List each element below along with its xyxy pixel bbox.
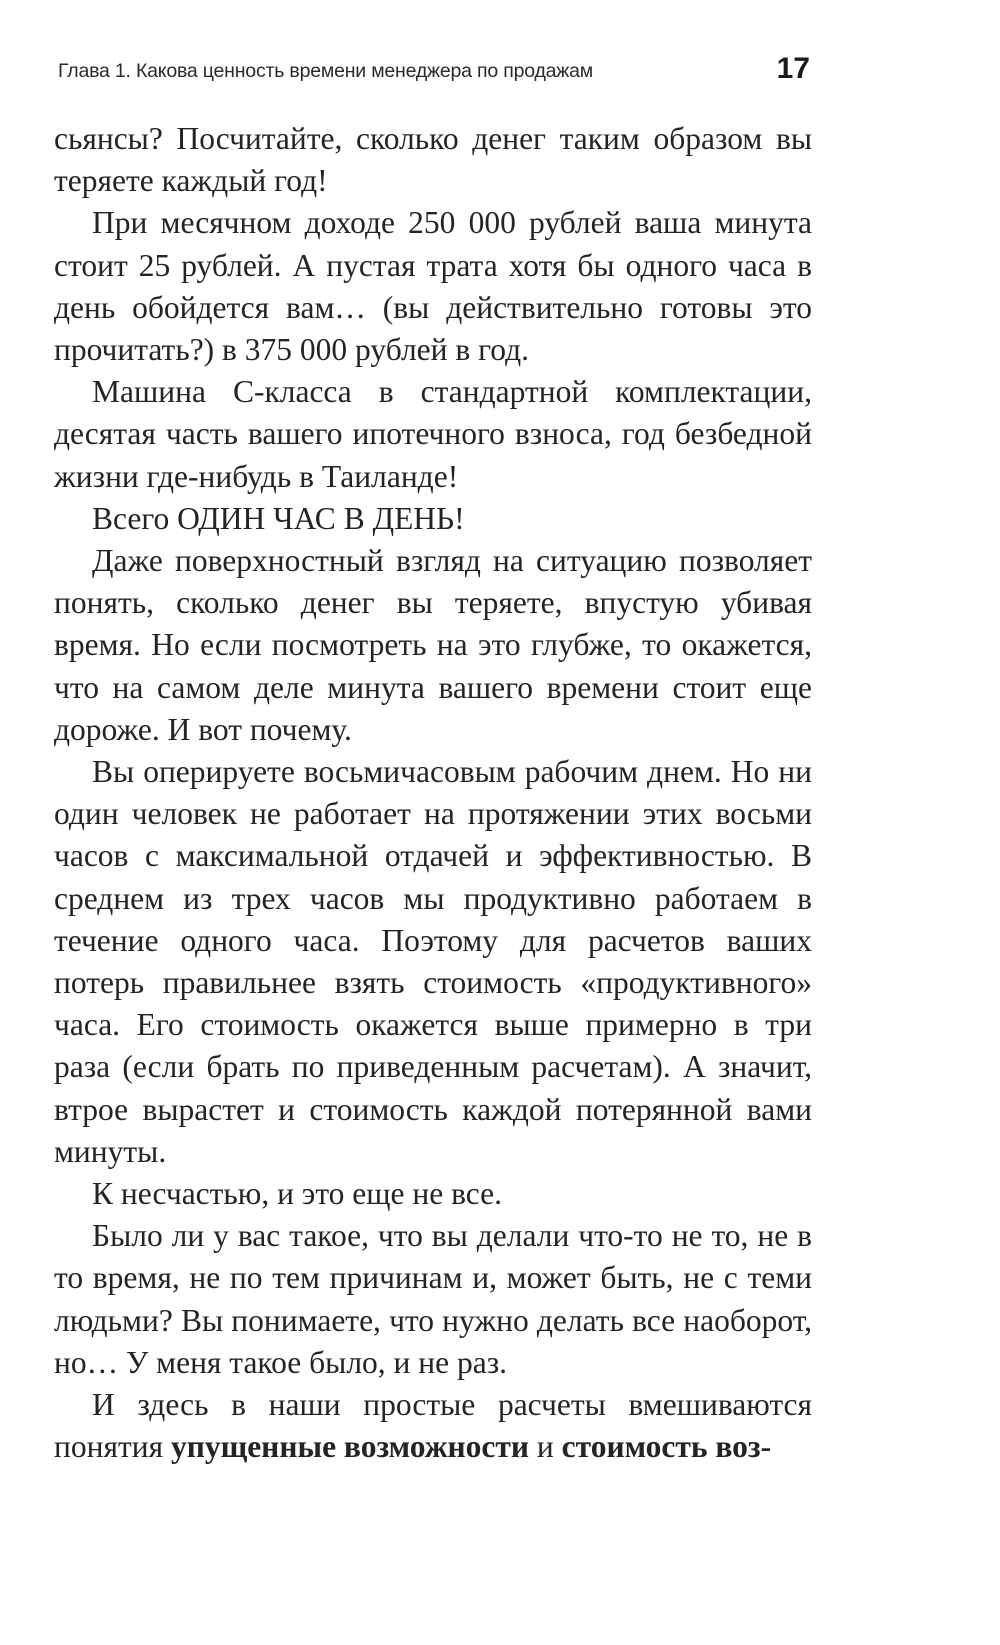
bold-term-missed-opportunities: упущенные возможности [170, 1429, 530, 1465]
page-header [58, 52, 810, 92]
paragraph: Вы оперируете восьмичасовым рабочим днем. Но ни один человек не работает на протяжении этих восьми часов с максимальной отдачей и эффективностью. В среднем из трех часов мы продуктивно работаем в течение одного часа. Поэтому для расчетов ваших потерь правильнее взять стоимость «продуктивного» часа. Его стоимость окажется выше примерно в три раза (если брать по приведенным расчетам). А значит, втрое вырастет и стоимость каждой потерянной вами минуты. [54, 754, 812, 1169]
paragraph-text: И здесь в наши простые расчеты вмешиваются понятия [54, 1387, 812, 1465]
running-title: Глава 1. Какова ценность времени менеджера по продажам [58, 60, 593, 82]
bold-term-cost: стоимость воз- [561, 1429, 772, 1465]
page-number: 17 [776, 52, 810, 85]
paragraph: Машина С-класса в стандартной комплектации, десятая часть вашего ипотечного взноса, год безбедной жизни где-нибудь в Таиланде! [54, 374, 812, 494]
paragraph-text: и [529, 1429, 562, 1465]
paragraph: сьянсы? Посчитайте, сколько денег таким образом вы теряете каждый год! [54, 121, 812, 199]
paragraph: Всего ОДИН ЧАС В ДЕНЬ! [92, 500, 465, 536]
paragraph: Было ли у вас такое, что вы делали что-то не то, не в то время, не по тем причинам и, может быть, не с теми людьми? Вы понимаете, что нужно делать все наоборот, но… У меня такое было, и не раз. [54, 1218, 812, 1380]
paragraph: При месячном доходе 250 000 рублей ваша минута стоит 25 рублей. А пустая трата хотя бы одного часа в день обойдется вам… (вы действительно готовы это прочитать?) в 375 000 рублей в год. [54, 205, 812, 368]
paragraph: К несчастью, и это еще не все. [92, 1176, 503, 1212]
body-text [54, 118, 812, 1469]
paragraph-last [54, 1384, 812, 1468]
paragraph: Даже поверхностный взгляд на ситуацию позволяет понять, сколько денег вы теряете, впустую убивая время. Но если посмотреть на это глубже, то окажется, что на самом деле минута вашего времени стоит еще дороже. И вот почему. [54, 543, 812, 747]
